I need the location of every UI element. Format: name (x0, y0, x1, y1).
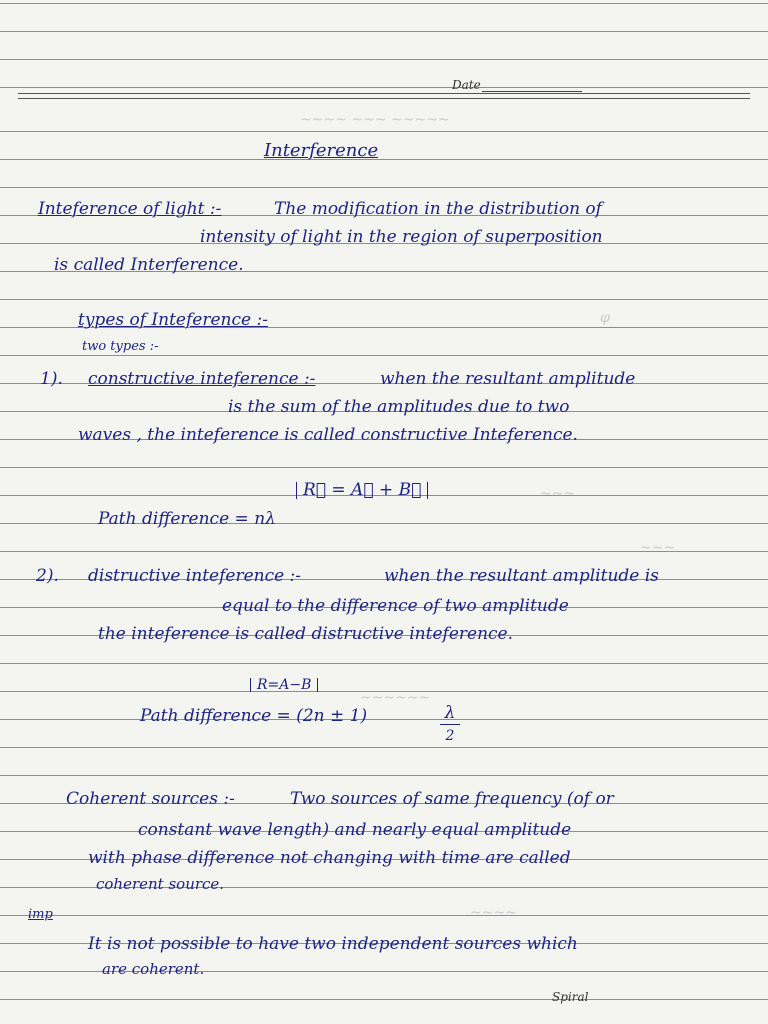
page-title: Interference (264, 140, 379, 161)
date-field-line (482, 91, 582, 92)
constructive-heading: constructive inteference :- (88, 369, 316, 389)
types-heading: types of Inteference :- (78, 310, 268, 330)
coherent-line-2: constant wave length) and nearly equal amplitude (138, 820, 572, 840)
bleed-through-mark: ~~~ (640, 540, 676, 556)
coherent-line-4: coherent source. (96, 875, 225, 893)
definition-line-2: intensity of light in the region of superposition (200, 227, 603, 247)
destructive-heading: distructive inteference :- (88, 566, 302, 586)
bleed-through-mark: ~~~~~~ (360, 690, 431, 706)
destructive-line-3: the inteference is called distructive inteference. (98, 624, 513, 644)
constructive-line-3: waves , the inteference is called constructive Inteference. (78, 425, 578, 445)
bleed-through-mark: ~~~ (540, 486, 576, 502)
fraction-bar (440, 724, 460, 725)
destructive-number: 2). (36, 566, 59, 586)
definition-line-1: The modification in the distribution of (274, 199, 602, 219)
bleed-through-mark: ~~~~ (470, 905, 517, 921)
destructive-line-1: when the resultant amplitude is (384, 566, 659, 586)
constructive-number: 1). (40, 369, 63, 389)
date-label: Date (452, 78, 481, 92)
note-line-2: are coherent. (102, 960, 205, 978)
coherent-line-3: with phase difference not changing with time are called (88, 848, 571, 868)
fraction-denominator: 2 (445, 728, 455, 744)
types-sub: two types :- (82, 339, 159, 354)
note-line-1: It is not possible to have two independent sources which (88, 934, 578, 954)
coherent-heading: Coherent sources :- (66, 789, 235, 809)
header-rule-bottom (18, 98, 750, 99)
brand-label: Spiral (552, 990, 589, 1004)
header-rule-top (18, 93, 750, 94)
coherent-line-1: Two sources of same frequency (of or (290, 789, 614, 809)
fraction-numerator: λ (444, 703, 456, 723)
destructive-formula: R=A−B (250, 678, 318, 692)
constructive-line-2: is the sum of the amplitudes due to two (228, 397, 570, 417)
destructive-line-2: equal to the difference of two amplitude (222, 596, 569, 616)
important-mark: imp (28, 907, 53, 922)
constructive-line-1: when the resultant amplitude (380, 369, 636, 389)
bleed-through-mark: φ (600, 310, 610, 326)
definition-heading: Inteference of light :- (38, 199, 222, 219)
destructive-path-difference: Path difference = (2n ± 1) (140, 706, 368, 726)
bleed-through-mark: ~~~~ ~~~ ~~~~~ (300, 112, 450, 128)
definition-line-3: is called Interference. (54, 255, 244, 275)
constructive-path-difference: Path difference = nλ (98, 509, 276, 529)
constructive-formula: R⃗ = A⃗ + B⃗ (296, 482, 428, 499)
